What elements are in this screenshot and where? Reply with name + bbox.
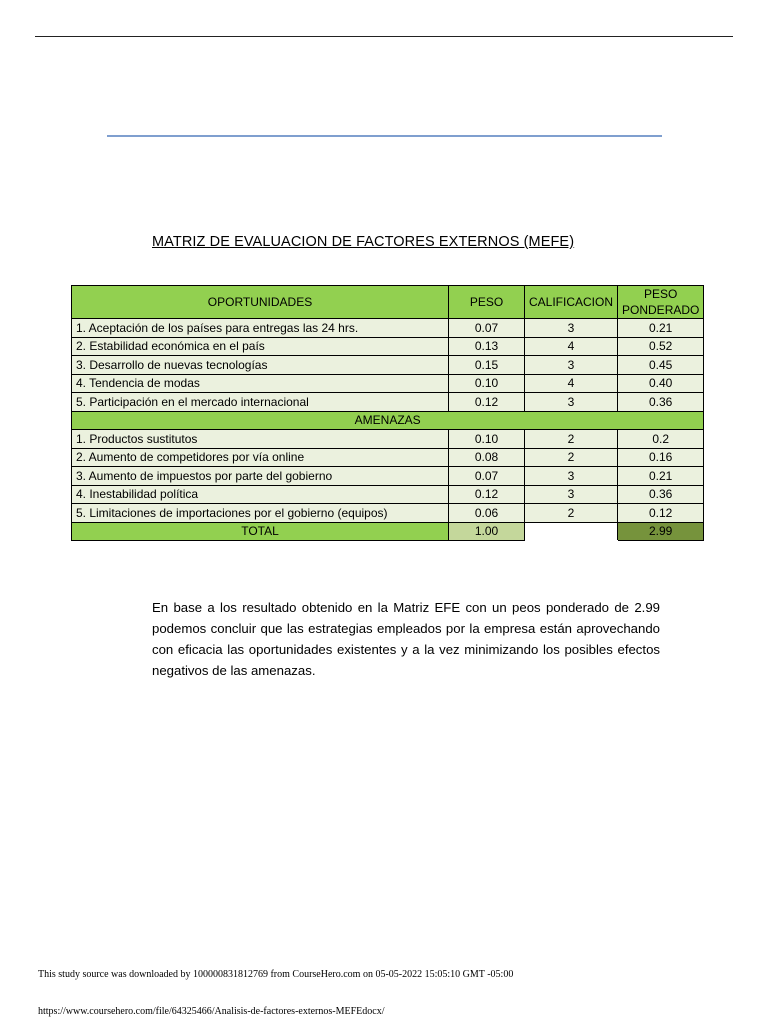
total-label: TOTAL — [72, 522, 449, 541]
amenazas-section-row — [72, 411, 704, 430]
amenaza-peso-cell: 0.06 — [449, 504, 525, 523]
header-peso-ponderado — [618, 286, 704, 319]
oportunidad-calificacion-cell: 3 — [525, 393, 618, 412]
table-row — [72, 374, 704, 393]
footer-download-notice: This study source was downloaded by 100000831812769 from CourseHero.com on 05-05-2022 15:05:10 GMT -05:00 — [38, 969, 514, 980]
oportunidad-peso-cell: 0.10 — [449, 374, 525, 393]
header-oportunidades: OPORTUNIDADES — [72, 286, 449, 319]
oportunidad-factor-cell: 4. Tendencia de modas — [72, 374, 449, 393]
oportunidad-ponderado-cell: 0.36 — [618, 393, 704, 412]
table-row — [72, 448, 704, 467]
table-row — [72, 356, 704, 375]
footer-source-url: https://www.coursehero.com/file/64325466/Analisis-de-factores-externos-MEFEdocx/ — [38, 1006, 385, 1017]
amenazas-section-label: AMENAZAS — [72, 411, 704, 430]
total-row — [72, 522, 704, 541]
oportunidad-peso-cell: 0.13 — [449, 337, 525, 356]
oportunidad-factor-cell: 2. Estabilidad económica en el país — [72, 337, 449, 356]
table-row — [72, 319, 704, 338]
oportunidad-factor-cell: 5. Participación en el mercado internacional — [72, 393, 449, 412]
amenaza-factor-cell: 3. Aumento de impuestos por parte del gobierno — [72, 467, 449, 486]
table-row — [72, 393, 704, 412]
oportunidad-ponderado-cell: 0.21 — [618, 319, 704, 338]
table-row — [72, 504, 704, 523]
oportunidad-factor-cell: 1. Aceptación de los países para entregas las 24 hrs. — [72, 319, 449, 338]
total-blank-cell — [525, 522, 618, 541]
oportunidad-calificacion-cell: 4 — [525, 374, 618, 393]
oportunidad-calificacion-cell: 3 — [525, 356, 618, 375]
amenaza-factor-cell: 1. Productos sustitutos — [72, 430, 449, 449]
table-row — [72, 430, 704, 449]
amenaza-ponderado-cell: 0.12 — [618, 504, 704, 523]
amenaza-calificacion-cell: 3 — [525, 485, 618, 504]
oportunidad-peso-cell: 0.07 — [449, 319, 525, 338]
amenaza-calificacion-cell: 2 — [525, 448, 618, 467]
amenaza-factor-cell: 4. Inestabilidad política — [72, 485, 449, 504]
oportunidad-ponderado-cell: 0.40 — [618, 374, 704, 393]
amenaza-ponderado-cell: 0.21 — [618, 467, 704, 486]
oportunidad-ponderado-cell: 0.52 — [618, 337, 704, 356]
table-row — [72, 467, 704, 486]
blue-divider-line — [107, 135, 662, 137]
oportunidad-factor-cell: 3. Desarrollo de nuevas tecnologías — [72, 356, 449, 375]
oportunidad-peso-cell: 0.15 — [449, 356, 525, 375]
amenaza-calificacion-cell: 2 — [525, 430, 618, 449]
table-row — [72, 485, 704, 504]
amenaza-calificacion-cell: 2 — [525, 504, 618, 523]
amenaza-peso-cell: 0.12 — [449, 485, 525, 504]
oportunidad-peso-cell: 0.12 — [449, 393, 525, 412]
document-title: MATRIZ DE EVALUACION DE FACTORES EXTERNOS (MEFE) — [152, 234, 575, 250]
amenaza-ponderado-cell: 0.16 — [618, 448, 704, 467]
amenaza-ponderado-cell: 0.2 — [618, 430, 704, 449]
amenaza-ponderado-cell: 0.36 — [618, 485, 704, 504]
table-row — [72, 337, 704, 356]
amenaza-peso-cell: 0.07 — [449, 467, 525, 486]
amenaza-factor-cell: 2. Aumento de competidores por vía online — [72, 448, 449, 467]
header-ponderado-line2: PONDERADO — [622, 303, 700, 317]
header-peso: PESO — [449, 286, 525, 319]
amenaza-peso-cell: 0.08 — [449, 448, 525, 467]
mefe-table — [71, 285, 704, 541]
conclusion-paragraph: En base a los resultado obtenido en la Matriz EFE con un peos ponderado de 2.99 podemos concluir que las estrategias empleados por la empresa están aprovechando con eficacia las oportunidades existentes y a la vez minimizando los posibles efectos negativos de las amenazas. — [152, 600, 660, 678]
oportunidad-calificacion-cell: 3 — [525, 319, 618, 338]
amenaza-calificacion-cell: 3 — [525, 467, 618, 486]
top-horizontal-rule — [35, 36, 733, 37]
total-peso: 1.00 — [449, 522, 525, 541]
table-header-row — [72, 286, 704, 319]
header-ponderado-line1: PESO — [644, 287, 678, 301]
header-calificacion: CALIFICACION — [525, 286, 618, 319]
amenaza-factor-cell: 5. Limitaciones de importaciones por el gobierno (equipos) — [72, 504, 449, 523]
oportunidad-ponderado-cell: 0.45 — [618, 356, 704, 375]
oportunidad-calificacion-cell: 4 — [525, 337, 618, 356]
amenaza-peso-cell: 0.10 — [449, 430, 525, 449]
total-ponderado: 2.99 — [618, 522, 704, 541]
